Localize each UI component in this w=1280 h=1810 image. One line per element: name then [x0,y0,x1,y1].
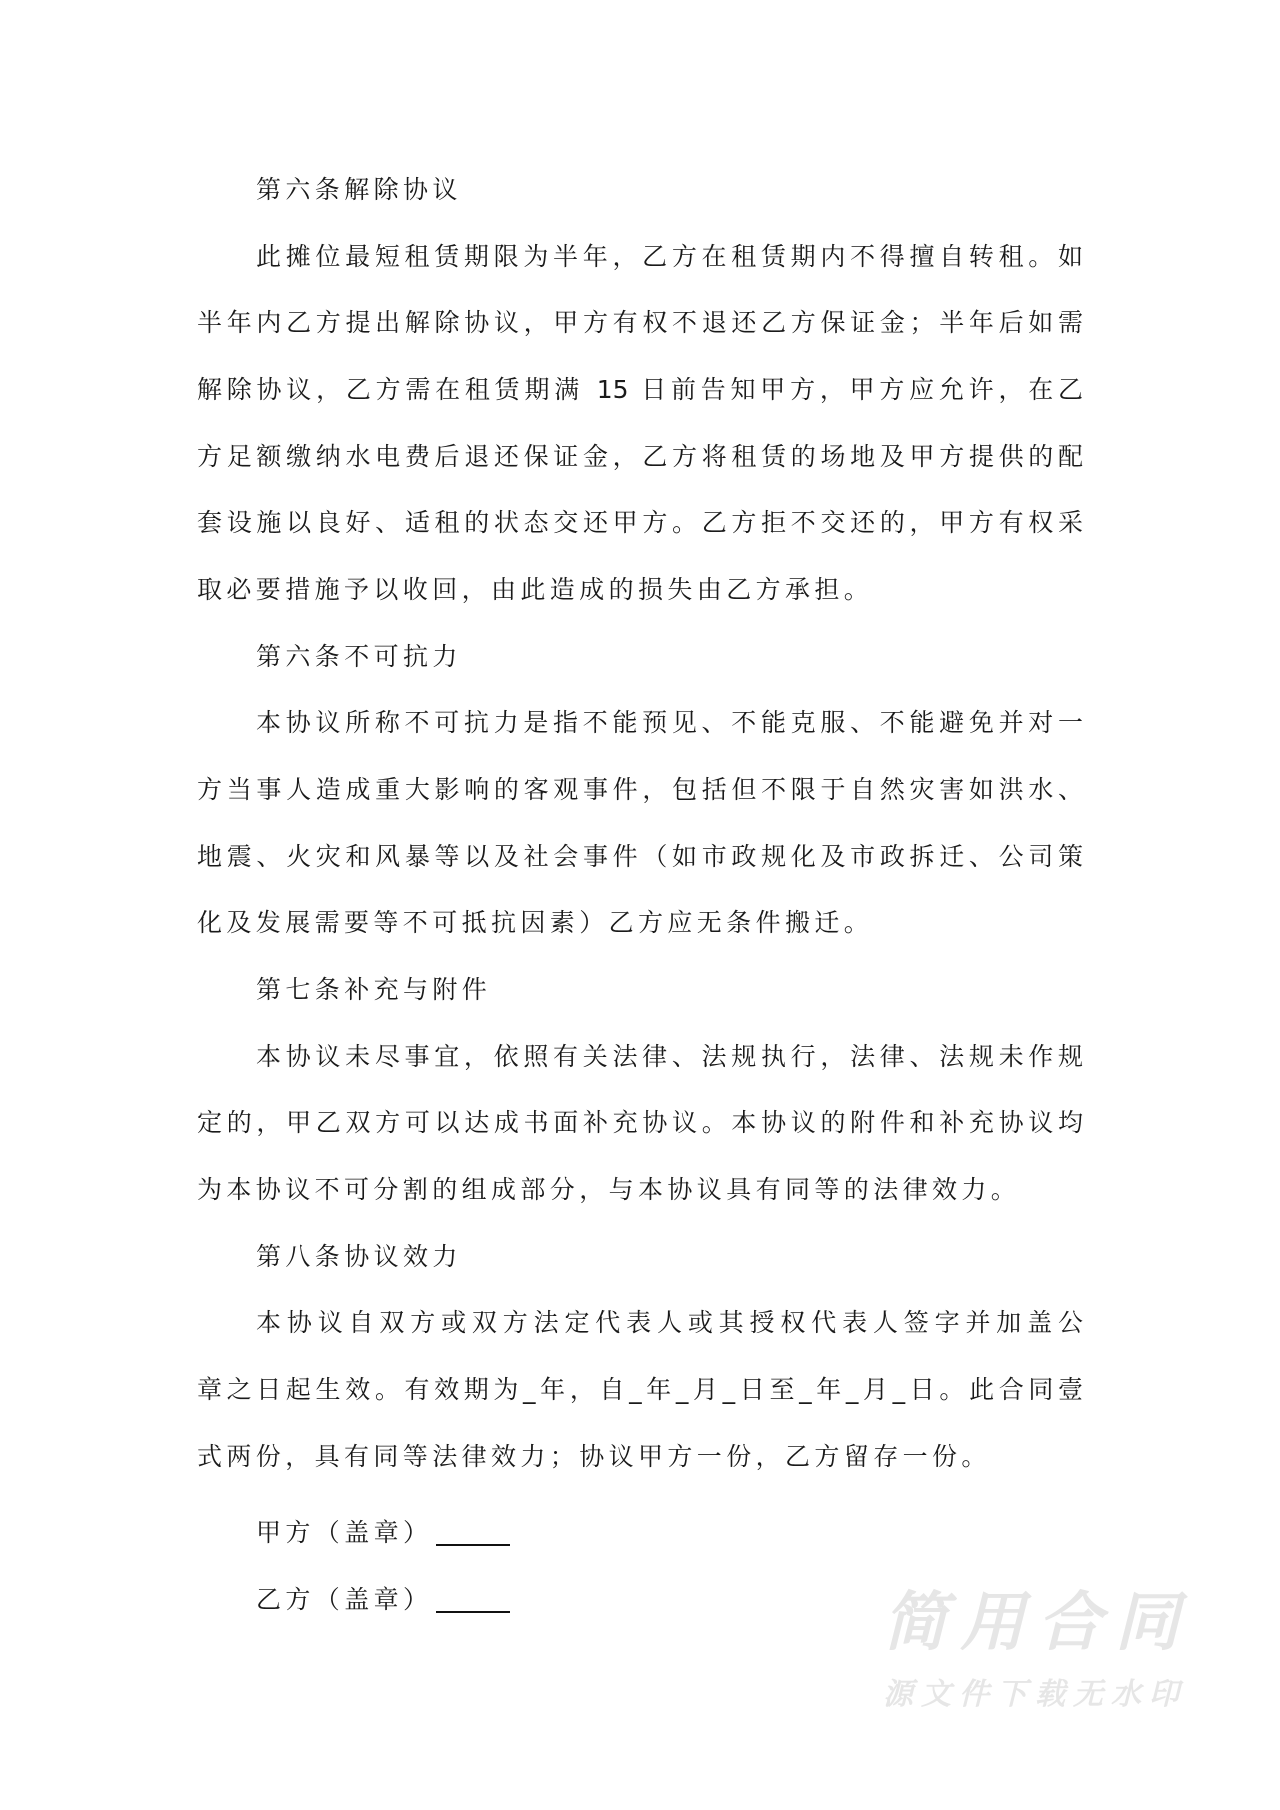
signature-party-b [256,1580,510,1620]
paragraph-line: 半年内乙方提出解除协议，甲方有权不退还乙方保证金；半年后如需 [197,308,1083,337]
signature-party-a [256,1513,510,1553]
paragraph-line: 定的，甲乙双方可以达成书面补充协议。本协议的附件和补充协议均 [197,1108,1083,1137]
paragraph-line: 为本协议不可分割的组成部分，与本协议具有同等的法律效力。 [197,1175,1021,1204]
paragraph-line: 套设施以良好、适租的状态交还甲方。乙方拒不交还的，甲方有权采 [197,508,1083,537]
section-heading-termination: 第六条解除协议 [256,175,462,204]
section-heading-supplements: 第七条补充与附件 [256,975,492,1004]
section-heading-validity: 第八条协议效力 [256,1242,462,1271]
paragraph-line: 本协议未尽事宜，依照有关法律、法规执行，法律、法规未作规 [256,1042,1083,1071]
paragraph-line: 解除协议，乙方需在租赁期满 15 日前告知甲方，甲方应允许，在乙 [197,375,1083,404]
section-heading-force-majeure: 第六条不可抗力 [256,642,462,671]
paragraph-line: 章之日起生效。有效期为_年，自_年_月_日至_年_月_日。此合同壹 [197,1375,1083,1404]
paragraph-line: 取必要措施予以收回，由此造成的损失由乙方承担。 [197,575,874,604]
paragraph-line: 本协议所称不可抗力是指不能预见、不能克服、不能避免并对一 [256,708,1083,737]
watermark-title: 简用合同 [883,1586,1179,1660]
paragraph-line: 本协议自双方或双方法定代表人或其授权代表人签字并加盖公 [256,1308,1083,1337]
paragraph-line: 方足额缴纳水电费后退还保证金，乙方将租赁的场地及甲方提供的配 [197,442,1083,471]
paragraph-line: 此摊位最短租赁期限为半年，乙方在租赁期内不得擅自转租。如 [256,242,1083,271]
signature-blank-line [436,1587,510,1613]
signature-blank-line [436,1520,510,1546]
signature-label: 乙方（盖章） [256,1585,433,1614]
signature-label: 甲方（盖章） [256,1518,433,1547]
watermark-subtitle: 源文件下载无水印 [883,1677,1179,1712]
paragraph-line: 化及发展需要等不可抵抗因素）乙方应无条件搬迁。 [197,908,874,937]
paragraph-line: 式两份，具有同等法律效力；协议甲方一份，乙方留存一份。 [197,1442,991,1471]
paragraph-line: 方当事人造成重大影响的客观事件，包括但不限于自然灾害如洪水、 [197,775,1083,804]
paragraph-line: 地震、火灾和风暴等以及社会事件（如市政规化及市政拆迁、公司策 [197,842,1083,871]
